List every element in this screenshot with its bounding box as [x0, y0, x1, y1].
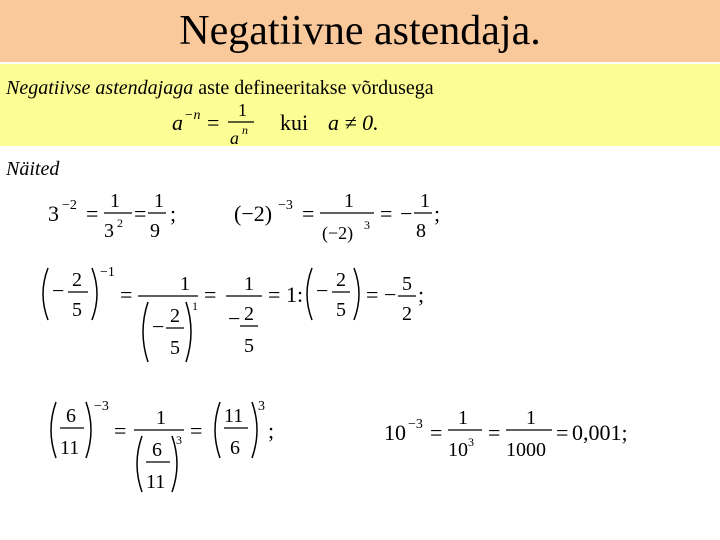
example-5	[382, 402, 642, 466]
example-4	[44, 396, 294, 496]
formula-num: 1	[238, 100, 247, 120]
examples-label: Näited	[6, 158, 60, 180]
slide-title: Negatiivne astendaja.	[179, 8, 541, 54]
ex4-one: 1	[156, 407, 166, 429]
ex1-exp: −2	[62, 198, 77, 213]
ex3-one2: 1	[244, 273, 254, 295]
ex3-inner-den: 5	[170, 337, 180, 359]
ex2-f1-den-exp: 3	[364, 218, 370, 232]
paren-left	[51, 402, 56, 458]
ex1-f2-num: 1	[154, 190, 164, 212]
ex4-res-den: 6	[230, 437, 240, 459]
equals-sign: =	[190, 418, 203, 443]
ex5-f1-den: 10	[448, 439, 468, 461]
equals-sign: =	[86, 201, 99, 226]
paren-left	[143, 302, 148, 362]
ex3-neg: −	[52, 278, 65, 303]
ex3-r-num: 2	[336, 269, 346, 291]
definition-formula	[170, 100, 400, 152]
ex5-f2-den: 1000	[506, 439, 546, 461]
equals-sign: =	[204, 282, 217, 307]
equals-sign: =	[380, 201, 393, 226]
formula-kui: kui	[280, 110, 309, 135]
example-3	[36, 262, 436, 366]
ex5-f1-num: 1	[458, 407, 468, 429]
minus-sign: −	[384, 282, 397, 307]
equals-sign: =	[430, 420, 443, 445]
formula-den-exp: n	[242, 123, 248, 137]
ex5-result: 0,001;	[572, 420, 628, 445]
ex5-f1-den-exp: 3	[468, 435, 474, 449]
ex4-inner-den: 11	[146, 471, 166, 493]
definition-text	[6, 76, 434, 100]
ex2-f1-den: (−2)	[322, 223, 354, 243]
paren-left	[43, 268, 48, 320]
ex3-one: 1	[180, 273, 190, 295]
paren-right	[354, 268, 359, 320]
paren-left	[137, 436, 142, 492]
formula-den-base: a	[230, 128, 239, 148]
ex3-res-num: 5	[402, 273, 412, 295]
paren-left	[307, 268, 312, 320]
paren-right	[92, 268, 97, 320]
ex3-exp: −1	[100, 265, 115, 280]
ex1-f2-den: 9	[150, 220, 160, 242]
equals-sign: =	[207, 110, 220, 135]
ex5-exp: −3	[408, 417, 423, 432]
paren-right	[186, 302, 191, 362]
example-1	[44, 185, 194, 247]
equals-sign: =	[134, 201, 147, 226]
ex4-end: ;	[268, 418, 275, 443]
ex3-den-frac-den: 5	[244, 335, 254, 357]
minus-sign: −	[228, 306, 241, 331]
ex1-f1-den-exp: 2	[117, 216, 123, 230]
ex3-den: 5	[72, 299, 82, 321]
ex1-f1-den: 3	[104, 220, 114, 242]
equals-sign: =	[268, 282, 281, 307]
ex2-exp: −3	[278, 198, 293, 213]
ex4-res-exp: 3	[258, 399, 265, 414]
definition-lead: Negatiivse astendajaga	[6, 77, 194, 99]
ex3-inner-exp: 1	[192, 299, 198, 313]
ex3-den-frac-num: 2	[244, 303, 254, 325]
ex3-r-den: 5	[336, 299, 346, 321]
equals-sign: =	[556, 420, 569, 445]
equals-sign: =	[366, 282, 379, 307]
ex2-f1-num: 1	[344, 190, 354, 212]
ex2-end: ;	[434, 201, 441, 226]
ex3-inner-num: 2	[170, 305, 180, 327]
minus-sign: −	[316, 278, 329, 303]
definition-rest: aste defineeritakse võrdusega	[193, 77, 434, 99]
paren-right	[86, 402, 91, 458]
paren-left	[215, 402, 220, 458]
ex2-f2-den: 8	[416, 220, 426, 242]
ex4-res-num: 11	[224, 405, 244, 427]
ex3-end: ;	[418, 282, 425, 307]
ex4-inner-exp: 3	[176, 433, 182, 447]
equals-sign: =	[302, 201, 315, 226]
ex2-minus: −	[400, 201, 413, 226]
equals-sign: =	[120, 282, 133, 307]
ex3-num: 2	[72, 269, 82, 291]
ex3-res-den: 2	[402, 303, 412, 325]
ex5-f2-num: 1	[526, 407, 536, 429]
ex4-exp: −3	[94, 399, 109, 414]
formula-lhs-exp: −n	[184, 108, 201, 123]
equals-sign: =	[114, 418, 127, 443]
minus-sign: −	[152, 314, 165, 339]
ex5-base: 10	[384, 420, 406, 445]
ex1-base: 3	[48, 201, 59, 226]
paren-right	[252, 402, 257, 458]
ex1-f1-num: 1	[110, 190, 120, 212]
example-2	[230, 185, 450, 247]
ex4-num: 6	[66, 405, 76, 427]
ex2-base: (−2)	[234, 201, 273, 226]
ex2-f2-num: 1	[420, 190, 430, 212]
equals-sign: =	[488, 420, 501, 445]
ex3-colon-one: 1:	[286, 282, 304, 307]
ex4-den: 11	[60, 437, 80, 459]
formula-condition: a ≠ 0.	[328, 110, 379, 135]
formula-lhs-base: a	[172, 110, 183, 135]
ex1-end: ;	[170, 201, 177, 226]
ex4-inner-num: 6	[152, 439, 162, 461]
